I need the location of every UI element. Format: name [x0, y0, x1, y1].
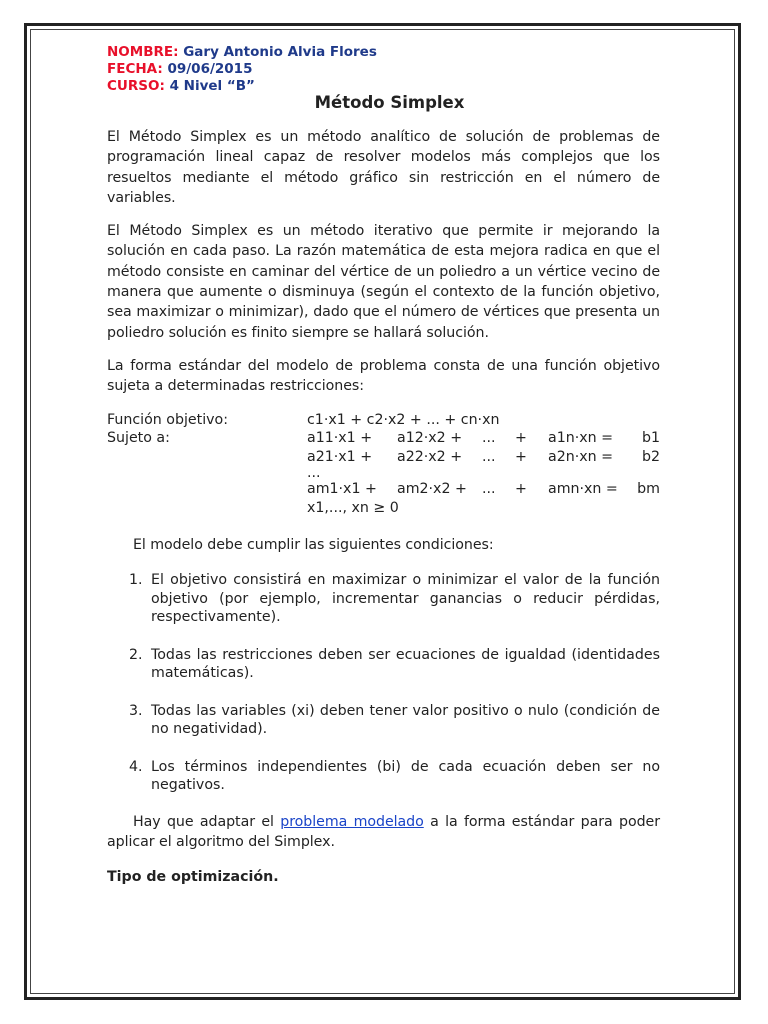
- name-label: NOMBRE:: [107, 44, 179, 60]
- list-text: Todas las restricciones deben ser ecuaciones de igualdad (identidades matemáticas).: [151, 646, 660, 682]
- rhs: bm: [637, 481, 660, 498]
- problema-modelado-link[interactable]: problema modelado: [280, 813, 424, 830]
- term: ...: [482, 481, 496, 498]
- closing-paragraph: [107, 812, 660, 853]
- term: +: [515, 448, 527, 465]
- subject-label: Sujeto a:: [107, 430, 170, 447]
- nonnegativity-constraint: x1,..., xn ≥ 0: [307, 499, 399, 516]
- conditions-intro: El modelo debe cumplir las siguientes condiciones:: [133, 537, 494, 554]
- date-value: 09/06/2015: [167, 61, 253, 77]
- term: ...: [482, 448, 496, 465]
- rhs: b2: [641, 448, 660, 465]
- term: am1·x1 +: [307, 481, 377, 498]
- paragraph-iterative: El Método Simplex es un método iterativo que permite ir mejorando la solución en cada paso. La razón matemática de esta mejora radica en que el método consiste en caminar del vértice de un poliedro a un vértice vecino de manera que aumente o disminuya (según el contexto de la función objetivo, sea maximizar o minimizar), dado que el número de vértices que presenta un poliedro solución es finito siempre se hallará solución.: [107, 223, 660, 341]
- list-item: [107, 702, 660, 739]
- name-line: [107, 44, 660, 61]
- list-text: Todas las variables (xi) deben tener valor positivo o nulo (condición de no negatividad).: [151, 702, 660, 738]
- conditions-list: [107, 571, 660, 795]
- list-item: [107, 571, 660, 627]
- constraint-row-m: [107, 480, 660, 499]
- term: +: [515, 430, 527, 447]
- list-number: 1.: [129, 572, 143, 589]
- page-title: Método Simplex: [314, 93, 465, 112]
- name-value: Gary Antonio Alvia Flores: [183, 44, 377, 60]
- objective-expression: c1·x1 + c2·x2 + ... + cn·xn: [307, 411, 500, 428]
- term: a21·x1 +: [307, 448, 373, 465]
- term: +: [515, 481, 527, 498]
- standard-model: [107, 411, 660, 518]
- header-block: [107, 44, 660, 95]
- objective-row: [107, 411, 660, 430]
- term: amn·xn =: [548, 481, 618, 498]
- document-content: [107, 44, 660, 887]
- term: ...: [482, 430, 496, 447]
- paragraph-standard-form: La forma estándar del modelo de problema consta de una función objetivo sujeta a determinadas restricciones:: [107, 357, 660, 395]
- list-text: Los términos independientes (bi) de cada ecuación deben ser no negativos.: [151, 758, 660, 794]
- constraint-row-1: [107, 429, 660, 448]
- term: a1n·xn =: [548, 430, 614, 447]
- term: a11·x1 +: [307, 430, 373, 447]
- constraint-ellipsis: ...: [307, 465, 321, 482]
- term: am2·x2 +: [397, 481, 467, 498]
- date-line: [107, 61, 660, 78]
- list-item: [107, 758, 660, 795]
- constraint-row-2: [107, 448, 660, 467]
- term: a12·x2 +: [397, 430, 463, 447]
- course-value: 4 Nivel “B”: [169, 78, 255, 94]
- list-number: 3.: [129, 702, 143, 719]
- list-text: El objetivo consistirá en maximizar o minimizar el valor de la función objetivo (por ejemplo, incrementar ganancias o reducir pérdidas, respectivamente).: [151, 572, 660, 626]
- list-number: 2.: [129, 646, 143, 663]
- date-label: FECHA:: [107, 61, 163, 77]
- paragraph-intro: El Método Simplex es un método analítico de solución de problemas de programación lineal capaz de resolver modelos más complejos que los resueltos mediante el método gráfico sin restricción en el número de variables.: [107, 129, 660, 206]
- list-item: [107, 646, 660, 683]
- constraint-ellipsis-row: [107, 466, 660, 480]
- term: a22·x2 +: [397, 448, 463, 465]
- closing-text-after: a la forma estándar para poder aplicar el algoritmo del Simplex.: [107, 813, 661, 851]
- nonnegativity-row: [107, 499, 660, 518]
- objective-label: Función objetivo:: [107, 411, 229, 428]
- course-label: CURSO:: [107, 78, 165, 94]
- rhs: b1: [641, 430, 660, 447]
- closing-text-before: Hay que adaptar el: [133, 813, 281, 830]
- section-heading: Tipo de optimización.: [107, 869, 279, 886]
- term: a2n·xn =: [548, 448, 614, 465]
- list-number: 4.: [129, 758, 143, 775]
